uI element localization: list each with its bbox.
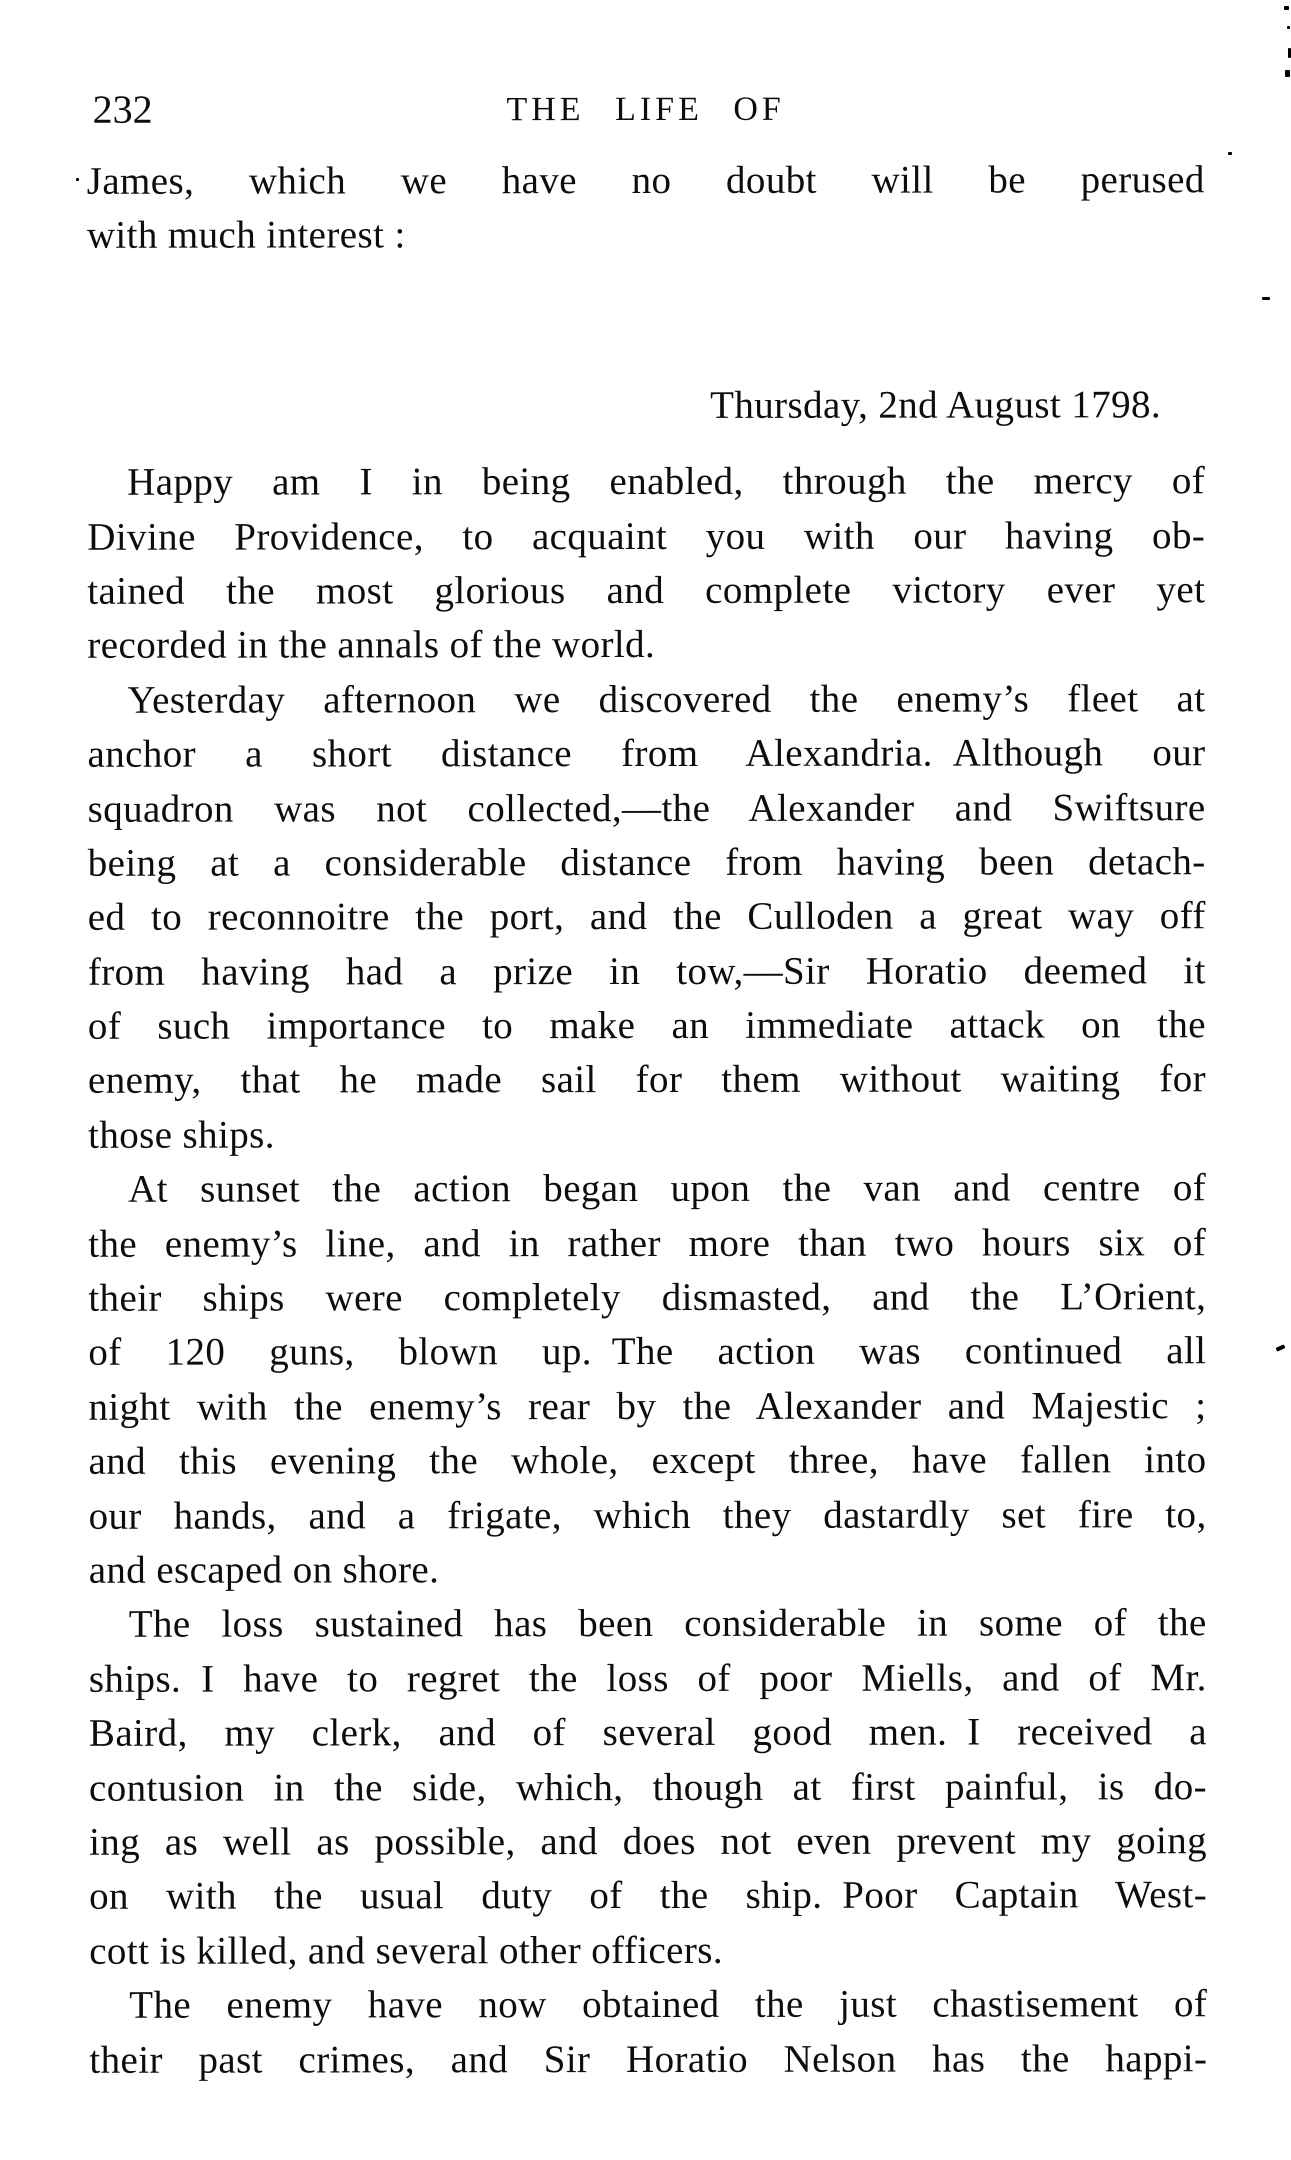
text-line: of 120 guns, blown up. The action was continued all — [88, 1329, 1207, 1375]
scan-speck — [1262, 297, 1270, 300]
text-line: from having had a prize in tow,—Sir Horatio deemed it — [87, 948, 1206, 994]
text-line: their past crimes, and Sir Horatio Nelson has the happi- — [89, 2036, 1208, 2082]
text-line: anchor a short distance from Alexandria. Although our — [87, 731, 1206, 776]
text-line: Baird, my clerk, and of several good men. I received a — [88, 1710, 1207, 1755]
text-line: ing as well as possible, and does not even prevent my going — [89, 1819, 1208, 1864]
text-line: squadron was not collected,—the Alexander and Swiftsure — [87, 785, 1206, 831]
text-line: their ships were completely dismasted, and the L’Orient, — [88, 1275, 1207, 1320]
text-line: of such importance to make an immediate attack on the — [87, 1003, 1206, 1048]
text-line: Happy am I in being enabled, through the mercy of — [127, 459, 1206, 504]
page-header — [87, 85, 1205, 133]
text-line: the enemy’s line, and in rather more than two hours six of — [88, 1220, 1207, 1266]
text-line: cott is killed, and several other officers. — [89, 1928, 724, 1973]
text-line: those ships. — [88, 1113, 275, 1157]
page-number: 232 — [92, 86, 153, 132]
text-line: ships. I have to regret the loss of poor Miells, and of Mr. — [88, 1655, 1207, 1701]
letter-dateline: Thursday, 2nd August 1798. — [710, 383, 1162, 427]
text-line: on with the usual duty of the ship. Poor Captain West- — [89, 1873, 1208, 1919]
scan-speck — [76, 178, 79, 181]
scan-speck — [1284, 6, 1289, 10]
scan-speck — [1287, 26, 1290, 29]
text-line: enemy, that he made sail for them without waiting for — [87, 1057, 1207, 1103]
scanned-page-content — [0, 85, 1291, 2088]
text-line: recorded in the annals of the world. — [87, 623, 656, 668]
text-line: being at a considerable distance from having been detach- — [87, 840, 1206, 885]
text-line: contusion in the side, which, though at first painful, is do- — [88, 1764, 1208, 1810]
text-line: At sunset the action began upon the van and centre of — [128, 1166, 1207, 1211]
text-line: Divine Providence, to acquaint you with our having ob- — [87, 513, 1206, 559]
running-title: THE LIFE OF — [506, 90, 785, 129]
text-line: James, which we have no doubt will be perused — [86, 158, 1205, 203]
text-line: ed to reconnoitre the port, and the Culloden a great way off — [87, 894, 1206, 940]
text-line: night with the enemy’s rear by the Alexander and Majestic ; — [88, 1384, 1207, 1429]
text-line: tained the most glorious and complete victory ever yet — [87, 568, 1206, 613]
letter-body — [87, 454, 1207, 2087]
text-line: our hands, and a frigate, which they dastardly set fire to, — [88, 1492, 1207, 1538]
intro-paragraph — [87, 153, 1205, 263]
text-line: The enemy have now obtained the just chastisement of — [129, 1982, 1208, 2027]
text-line: and escaped on shore. — [88, 1548, 440, 1592]
scan-speck — [1285, 70, 1290, 77]
text-line: The loss sustained has been considerable in some of the — [128, 1601, 1207, 1647]
text-line: with much interest : — [86, 213, 406, 258]
text-line: Yesterday afternoon we discovered the enemy’s fleet at — [127, 676, 1206, 722]
text-line: and this evening the whole, except three, have fallen into — [88, 1438, 1207, 1483]
scan-speck — [1228, 152, 1232, 155]
